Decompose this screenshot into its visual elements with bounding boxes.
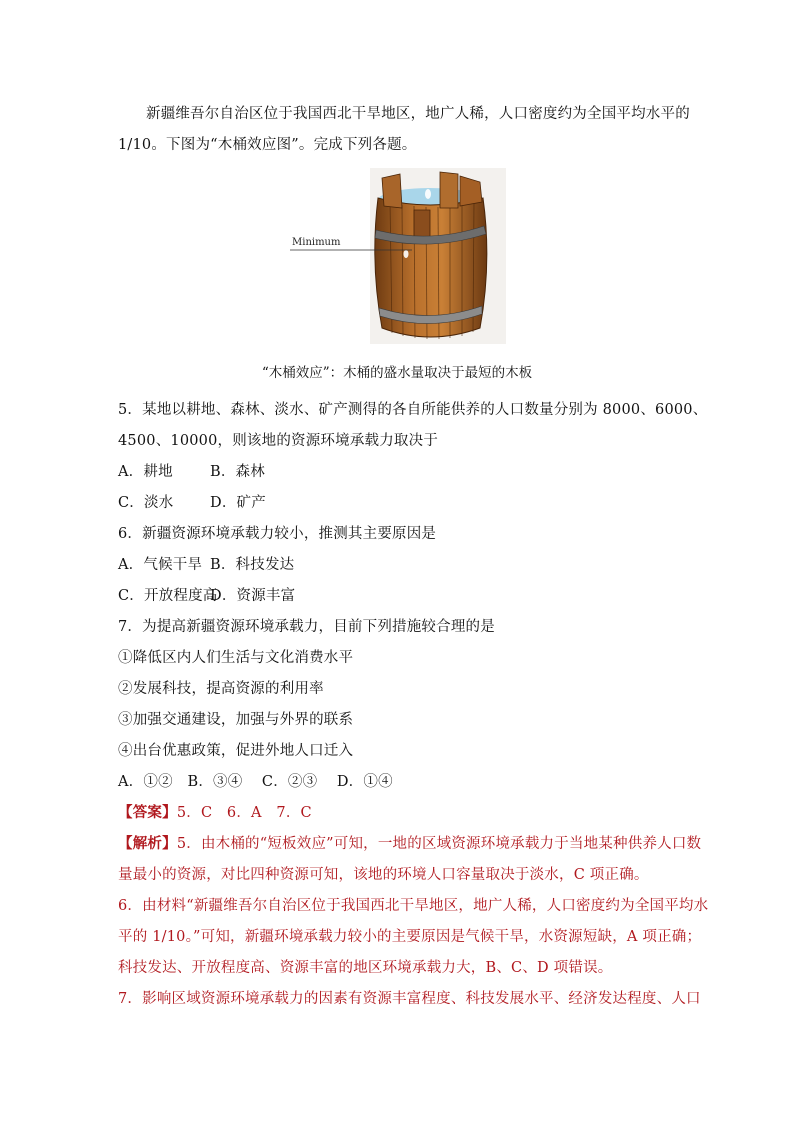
q6-option-d: D．资源丰富 [210, 588, 296, 604]
wooden-barrel-figure [290, 168, 506, 344]
figure-caption: “木桶效应”：木桶的盛水量取决于最短的木板 [261, 365, 533, 381]
intro-line-2: 1/10。下图为“木桶效应图”。完成下列各题。 [118, 137, 417, 153]
q7-item-1: ①降低区内人们生活与文化消费水平 [118, 650, 354, 666]
q5-option-b: B．森林 [210, 464, 265, 480]
analysis-text-1: 5．由木桶的“短板效应”可知，一地的区域资源环境承载力于当地某种供养人口数 [176, 836, 702, 852]
analysis-line-2: 量最小的资源，对比四种资源可知，该地的环境人口容量取决于淡水，C 项正确。 [118, 867, 649, 883]
minimum-label: Minimum [292, 237, 341, 248]
answer-line [118, 801, 312, 822]
intro-line-1: 新疆维吾尔自治区位于我国西北干旱地区，地广人稀，人口密度约为全国平均水平的 [146, 106, 690, 122]
q5-option-d: D．矿产 [210, 495, 266, 511]
analysis-line-1 [118, 832, 701, 853]
analysis-line-5: 科技发达、开放程度高、资源丰富的地区环境承载力大，B、C、D 项错误。 [118, 960, 613, 976]
q5-options-row-2 [118, 491, 266, 512]
q7-item-3: ③加强交通建设，加强与外界的联系 [118, 712, 354, 728]
q5-options-row-1 [118, 460, 265, 481]
q7-choices: A．①② B．③④ C．②③ D．①④ [118, 774, 393, 790]
q6-option-c: C．开放程度高 [118, 588, 218, 604]
q6-stem: 6．新疆资源环境承载力较小，推测其主要原因是 [118, 526, 437, 542]
q6-options-row-2 [118, 584, 295, 605]
q7-item-4: ④出台优惠政策，促进外地人口迁入 [118, 743, 354, 759]
analysis-tag: 【解析】 [118, 835, 177, 852]
q6-option-b: B．科技发达 [210, 557, 295, 573]
q5-stem-line-1: 5．某地以耕地、森林、淡水、矿产测得的各自所能供养的人口数量分别为 8000、6000、 [118, 402, 708, 418]
answer-tag: 【答案】 [118, 804, 177, 821]
analysis-line-6: 7．影响区域资源环境承载力的因素有资源丰富程度、科技发展水平、经济发达程度、人口 [118, 991, 701, 1007]
q7-item-2: ②发展科技，提高资源的利用率 [118, 681, 324, 697]
q5-option-c: C．淡水 [118, 495, 174, 511]
q7-stem: 7．为提高新疆资源环境承载力，目前下列措施较合理的是 [118, 619, 495, 635]
q5-option-a: A．耕地 [118, 464, 173, 480]
q6-option-a: A．气候干旱 [118, 557, 203, 573]
q5-stem-line-2: 4500、10000，则该地的资源环境承载力取决于 [118, 433, 439, 449]
answer-text: 5．C 6．A 7．C [176, 805, 312, 821]
analysis-line-3: 6．由材料“新疆维吾尔自治区位于我国西北干旱地区，地广人稀，人口密度约为全国平均水 [118, 898, 709, 914]
analysis-line-4: 平的 1/10。”可知，新疆环境承载力较小的主要原因是气候干旱，水资源短缺，A 项正确； [118, 929, 702, 945]
q6-options-row-1 [118, 553, 294, 574]
